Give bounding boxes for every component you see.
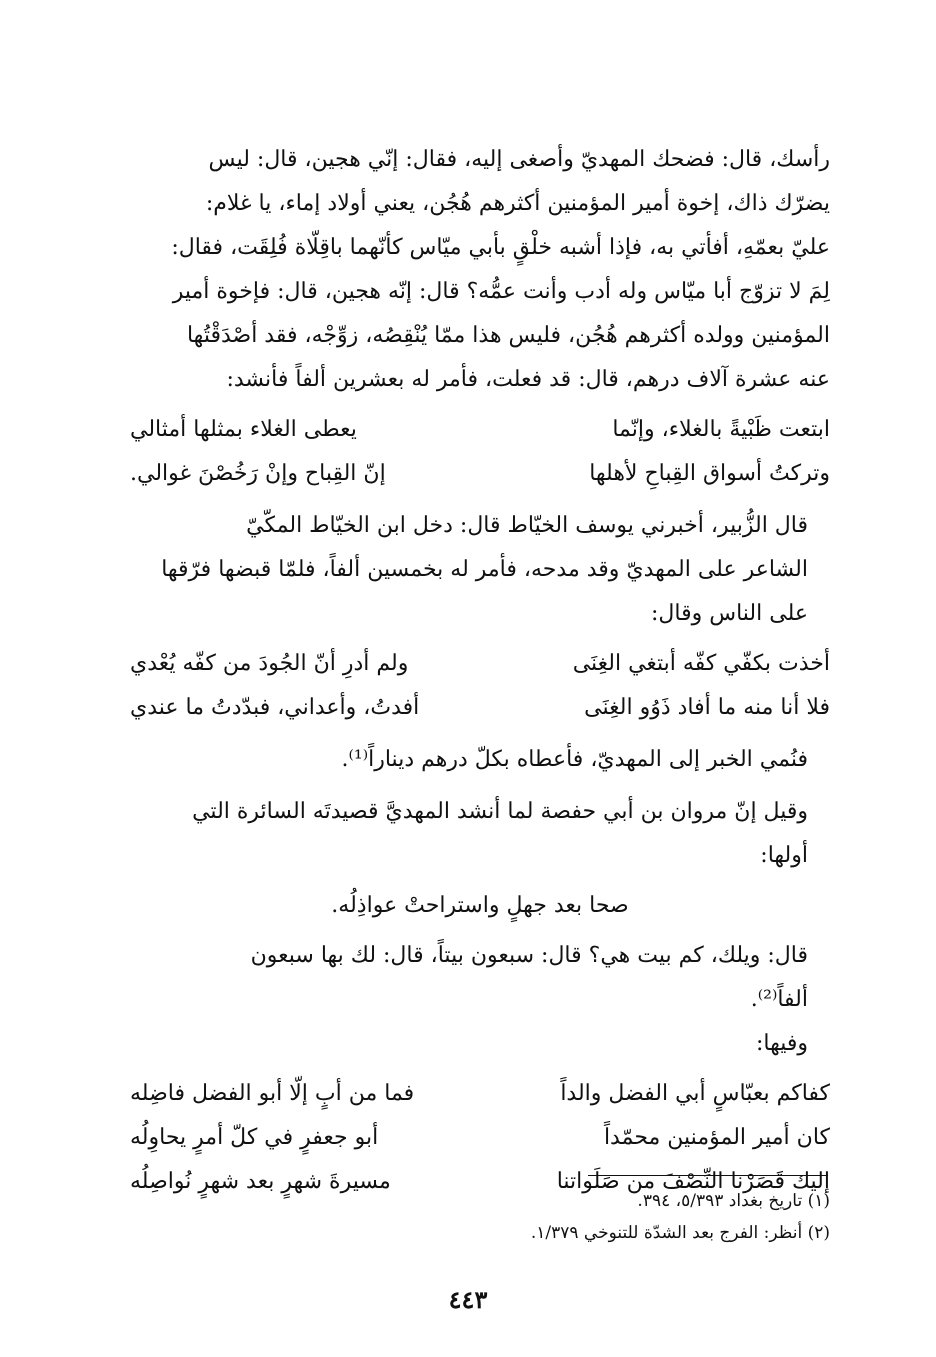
- paragraph-3: [130, 738, 830, 782]
- text-line: قال الزُّبير، أخبرني يوسف الخيّاط قال: دخل ابن الخيّاط المكّيّ: [246, 513, 808, 538]
- verse-first-hemistich: وتركتُ أسواق القِباحِ لأهلها: [589, 461, 830, 486]
- paragraph-5: [130, 934, 830, 1022]
- verse-second-hemistich: أفدتُ، وأعداني، فبدّدتُ ما عندي: [130, 695, 420, 720]
- poem-verses-1: [130, 408, 830, 496]
- verse-line: [130, 686, 830, 730]
- verse-line: [130, 642, 830, 686]
- text-line: فنُمي الخبر إلى المهديّ، فأعطاه بكلّ درهم ديناراً⁽¹⁾.: [341, 747, 808, 772]
- verse-second-hemistich: ولم أدرِ أنّ الجُودَ من كفّه يُعْدي: [130, 651, 409, 676]
- footnote-2: (٢) أنظر: الفرج بعد الشدّة للتنوخي ١/٣٧٩.: [530, 1223, 830, 1243]
- poem-verses-2: [130, 642, 830, 730]
- text-line: الشاعر على المهديّ وقد مدحه، فأمر له بخمسين ألفاً، فلمّا قبضها فرّقها: [161, 557, 808, 582]
- text-line: وقيل إنّ مروان بن أبي حفصة لما أنشد المهديَّ قصيدتَه السائرة التي: [192, 799, 808, 824]
- text-line: على الناس وقال:: [651, 601, 808, 626]
- text-line: لِمَ لا تزوّج أبا ميّاس وله أدب وأنت عمُّه؟ قال: إنّه هجين، قال: فإخوة أمير: [172, 279, 830, 304]
- verse-first-hemistich: إليك قَصَرْنا النِّصْفَ من صَلَواتنا: [556, 1169, 830, 1194]
- footnote-1: (١) تاريخ بغداد ٥/٣٩٣، ٣٩٤.: [637, 1191, 830, 1211]
- verse-first-hemistich: أخذت بكفّي كفّه أبتغي الغِنَى: [572, 651, 830, 676]
- text-line: يضرّك ذاك، إخوة أمير المؤمنين أكثرهم هُجُن، يعني أولاد إماء، يا غلام:: [205, 191, 830, 216]
- verse-line: [130, 1116, 830, 1160]
- verse-line: [130, 1072, 830, 1116]
- paragraph-4: [130, 790, 830, 878]
- verse-first-hemistich: فلا أنا منه ما أفاد ذَوُو الغِنَى: [584, 695, 830, 720]
- verse-second-hemistich: يعطى الغلاء بمثلها أمثالي: [130, 417, 357, 442]
- verse-second-hemistich: أبو جعفرٍ في كلّ أمرٍ يحاوِلُه: [130, 1125, 379, 1150]
- text-line: وفيها:: [755, 1031, 808, 1056]
- verse-line: [130, 452, 830, 496]
- verse-first-hemistich: كان أمير المؤمنين محمّداً: [603, 1125, 830, 1150]
- paragraph-1: [130, 138, 830, 402]
- footnote-divider: [588, 1175, 828, 1176]
- verse-second-hemistich: إنّ القِباح وإنْ رَخُصْنَ غوالي.: [130, 461, 386, 486]
- page-number: ٤٤٣: [448, 1285, 488, 1314]
- text-line: عليّ بعمّهِ، أفأتي به، فإذا أشبه خلْقٍ بأبي ميّاس كأنّهما باقِلّاة فُلِقَت، فقال:: [171, 235, 830, 260]
- verse-first-hemistich: ابتعت ظَبْيةً بالغلاء، وإنّما: [612, 417, 830, 442]
- text-line: قال: ويلك، كم بيت هي؟ قال: سبعون بيتاً، قال: لك بها سبعون: [250, 943, 808, 968]
- text-line: المؤمنين وولده أكثرهم هُجُن، فليس هذا ممّا يُنْقِصُه، زوِّجْه، فقد أصْدَقْتُها: [186, 323, 830, 348]
- paragraph-2: [130, 504, 830, 636]
- text-line: عنه عشرة آلاف درهم، قال: قد فعلت، فأمر له بعشرين ألفاً فأنشد:: [226, 367, 830, 392]
- text-line: أولها:: [760, 843, 808, 868]
- footnotes: [380, 1185, 830, 1249]
- verse-line: [130, 408, 830, 452]
- centered-verse: صحا بعد جهلٍ واستراحتْ عواذِلُه.: [331, 893, 629, 918]
- verse-first-hemistich: كفاكم بعبّاسٍ أبي الفضل والداً: [560, 1081, 830, 1106]
- page-body: [130, 138, 830, 1212]
- verse-second-hemistich: فما من أبٍ إلّا أبو الفضل فاضِله: [130, 1081, 415, 1106]
- text-line: رأسك، قال: فضحك المهديّ وأصغى إليه، فقال: إنّي هجين، قال: ليس: [208, 147, 830, 172]
- text-line: ألفاً⁽²⁾.: [750, 987, 808, 1012]
- verse-second-hemistich: مسيرةَ شهرٍ بعد شهرٍ نُواصِلُه: [130, 1169, 391, 1194]
- paragraph-6: [130, 1022, 830, 1066]
